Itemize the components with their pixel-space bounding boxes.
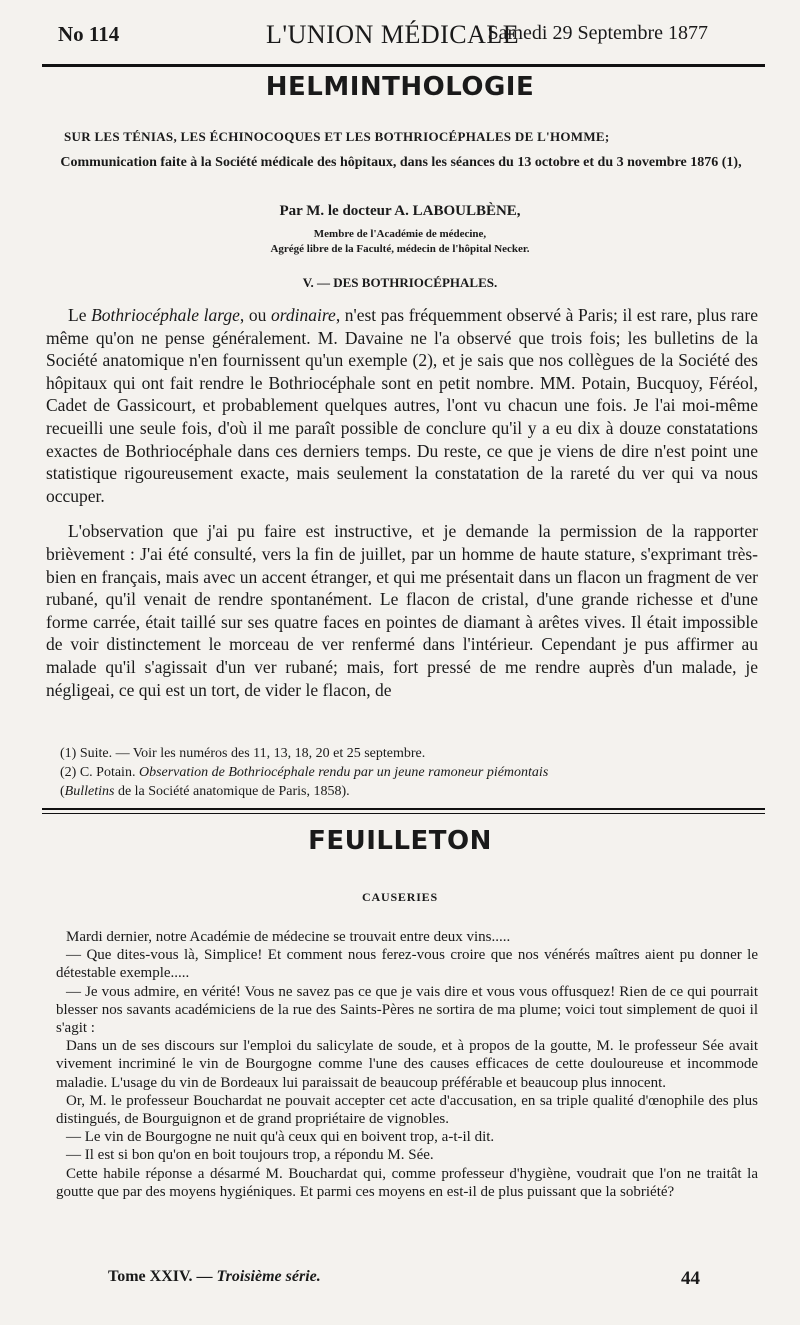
feuilleton-paragraph: — Il est si bon qu'on en boit toujours trop, a répondu M. Sée. — [66, 1147, 434, 1164]
article-subtitle: Communication faite à la Société médicale des hôpitaux, dans les séances du 13 octobre et du 3 novembre 1876 (1), — [60, 155, 742, 170]
emphasis: ordinaire — [270, 305, 336, 325]
issue-date: Samedi 29 Septembre 1877 — [487, 22, 708, 44]
page-number: 44 — [681, 1268, 700, 1289]
feuilleton-paragraph: Cette habile réponse a désarmé M. Bouchardat qui, comme professeur d'hygiène, voudrait que l'on ne traitât la goutte que par des moyens hygiéniques. Et parmi ces moyens en est-il de plus puissant que la sobriété? — [56, 1165, 758, 1200]
chapter-heading: V. — DES BOTHRIOCÉPHALES. — [302, 275, 498, 290]
feuilleton-heading: CAUSERIES — [362, 890, 438, 904]
feuilleton-paragraph: — Que dites-vous là, Simplice! Et comment nous ferez-vous croire que nos vénérés maîtres aient pu donner le détestable exemple..... — [56, 947, 758, 982]
footnotes — [60, 744, 758, 801]
emphasis: Bothriocéphale large — [91, 305, 240, 325]
feuilleton-body — [56, 928, 758, 1201]
footnote-2: (2) C. Potain. Observation de Bothriocéphale rendu par un jeune ramoneur piémontais (Bulletins de la Société anatomique de Paris, 1858). — [60, 765, 549, 799]
journal-title: L'UNION MÉDICALE — [266, 20, 520, 49]
article-byline: Par M. le docteur A. LABOULBÈNE, — [279, 203, 521, 219]
separator-rule-thin — [42, 813, 765, 814]
footnote-1: (1) Suite. — Voir les numéros des 11, 13, 18, 20 et 25 septembre. — [60, 746, 426, 761]
feuilleton-paragraph: — Je vous admire, en vérité! Vous ne savez pas ce que je vais dire et vous vous offusquez! Rien de ce qui pourrait blesser nos savants académiciens de la rue des Saints-Pères ne sortira de ma plume; voici tout simplement de quoi il s'agit : — [56, 983, 758, 1037]
article-title: SUR LES TÉNIAS, LES ÉCHINOCOQUES ET LES BOTHRIOCÉPHALES DE L'HOMME; — [64, 129, 610, 144]
feuilleton-paragraph: Or, M. le professeur Bouchardat ne pouvait accepter cet acte d'accusation, en sa triple qualité d'œnophile des plus distingués, de Bourguignon et de grand propriétaire de vignobles. — [56, 1092, 758, 1128]
issue-number: No 114 — [58, 22, 120, 46]
masthead — [58, 20, 708, 52]
article-paragraph-2: L'observation que j'ai pu faire est instructive, et je demande la permission de la rapporter brièvement : J'ai été consulté, vers la fin de juillet, par un homme de haute stature, s'exprimant très-bien en français, mais avec un accent étranger, et qui me présentait dans un flacon un fragment de ver rubané, qu'il venait de rendre spontanément. Le flacon de cristal, d'une grande richesse et d'une forme carrée, était taillé sur ses quatre faces en pointes de diamant à arêtes vives. Il était impossible de voir distinctement le morceau de ver renfermé dans l'intérieur. Cependant je pus affirmer au malade qu'il s'agissait d'un ver rubané; mais, fort pressé de me rendre auprès d'un malade, je négligeai, ce qui est un tort, de vider le flacon, de — [46, 521, 758, 700]
feuilleton-paragraph: Dans un de ses discours sur l'emploi du salicylate de soude, et à propos de la goutte, M. le professeur Sée avait vivement incriminé le vin de Bourgogne comme l'une des causes efficaces de cette douloureuse et incommode maladie. L'usage du vin de Bordeaux lui paraissait de beaucoup préférable et beaucoup plus innocent. — [56, 1038, 758, 1091]
section-title-helminthologie: HELMINTHOLOGIE — [265, 72, 535, 102]
page-footer — [108, 1268, 700, 1290]
feuilleton-paragraph: — Le vin de Bourgogne ne nuit qu'à ceux qui en boivent trop, a-t-il dit. — [66, 1129, 495, 1146]
author-affiliation-2: Agrégé libre de la Faculté, médecin de l'hôpital Necker. — [270, 243, 530, 255]
section-title-feuilleton: FEUILLETON — [308, 826, 492, 856]
volume-info: Tome XXIV. — Troisième série. — [108, 1268, 321, 1285]
top-rule — [42, 64, 765, 67]
article-paragraph-1: Le Bothriocéphale large, ou ordinaire, n'est pas fréquemment observé à Paris; il est rare, plus rare même qu'on ne pense généralement. M. Davaine ne l'a observé que trois fois; les bulletins de la Société anatomique n'en fournissent qu'un exemple (2), et je sais que nos collègues de la Société des hôpitaux qui ont fait rendre le Bothriocéphale sont en petit nombre. MM. Potain, Bucquoy, Féréol, Cadet de Gassicourt, et probablement quelques autres, l'ont vu chacun une fois. Je l'ai moi-même recueilli une seule fois, d'où il me paraît possible de conclure qu'il y a eu dix à douze constatations exactes de Bothriocéphale dans ces derniers temps. Du reste, ce que je viens de dire n'est point une statistique rigoureusement exacte, mais seulement la constatation de la rareté du ver qui va nous occuper. — [46, 305, 759, 506]
separator-rule — [42, 808, 765, 810]
author-affiliation-1: Membre de l'Académie de médecine, — [313, 228, 487, 240]
feuilleton-paragraph: Mardi dernier, notre Académie de médecine se trouvait entre deux vins..... — [66, 929, 511, 945]
article-body — [46, 304, 758, 701]
